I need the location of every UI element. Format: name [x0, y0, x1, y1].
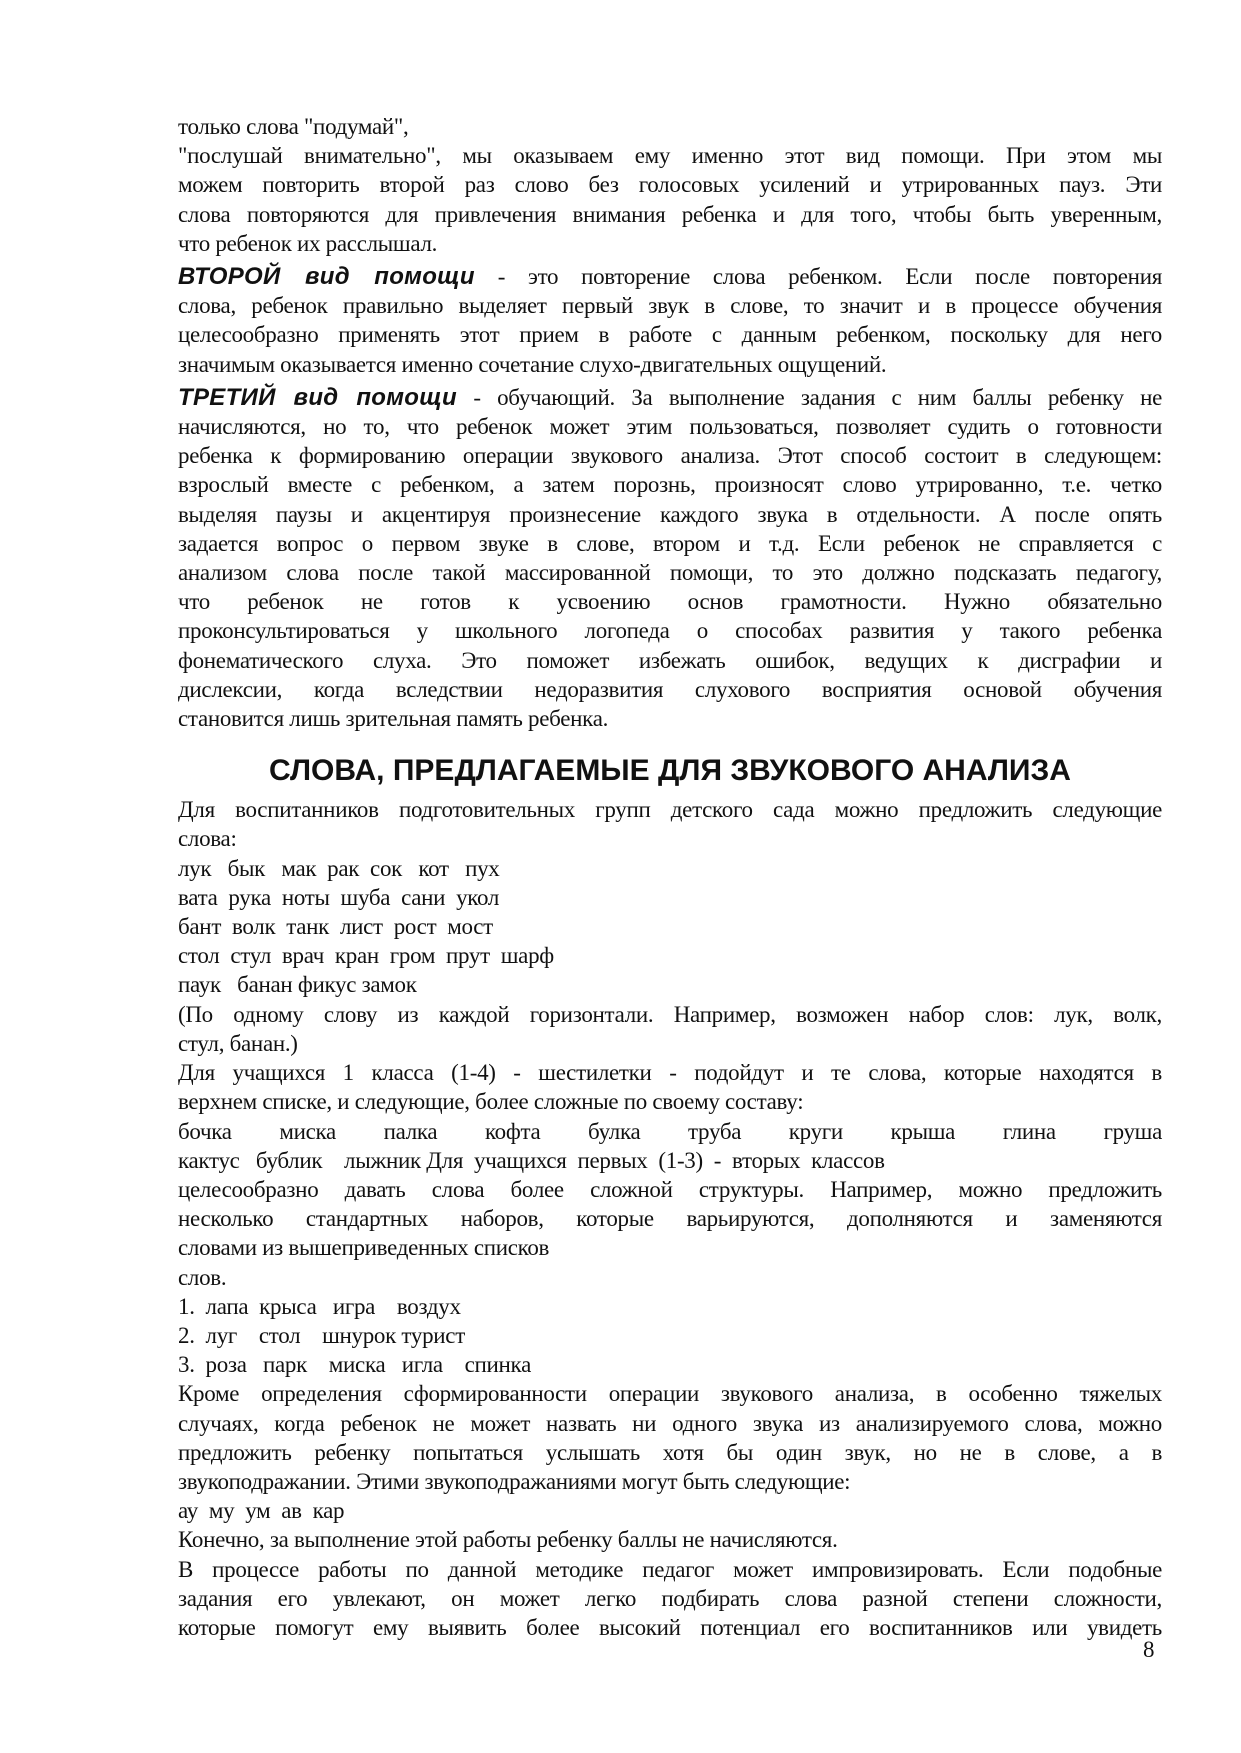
text-line: что ребенок их расслышал.	[178, 230, 438, 256]
text-line: фонематического слуха. Это поможет избежать ошибок, ведущих к дисграфии и	[178, 647, 1162, 673]
text-line: слова, ребенок правильно выделяет первый звук в слове, то значит и в процессе обучения	[178, 293, 1162, 319]
text-line: выделяя паузы и акцентируя произнесение каждого звука в отдельности. А после опять	[178, 501, 1162, 527]
text-line: становится лишь зрительная память ребенка.	[178, 706, 609, 732]
text-line: задания его увлекают, он может легко подбирать слова разной степени сложности,	[178, 1585, 1162, 1611]
text-line: - обучающий. За выполнение задания с ним баллы ребенку не	[456, 384, 1163, 410]
text-line: начисляются, но то, что ребенок может этим пользоваться, позволяет судить о готовности	[178, 414, 1162, 440]
text-line: (По одному слову из каждой горизонтали. Например, возможен набор слов: лук, волк,	[178, 1001, 1162, 1027]
text-line: целесообразно применять этот прием в работе с данным ребенком, поскольку для него	[178, 322, 1162, 348]
text-line: что ребенок не готов к усвоению основ грамотности. Нужно обязательно	[178, 589, 1162, 615]
paragraph-first-help	[178, 112, 1162, 258]
text-line: целесообразно давать слова более сложной структуры. Например, можно предложить	[178, 1176, 1162, 1202]
page-number: 8	[1143, 1637, 1155, 1662]
text-line: бочка миска палка кофта булка труба круги крыша глина груша	[178, 1118, 1162, 1144]
text-line: которые помогут ему выявить более высокий потенциал его воспитанников или увидеть	[178, 1614, 1162, 1640]
text-line: "послушай внимательно", мы оказываем ему именно этот вид помощи. При этом мы	[178, 143, 1162, 169]
text-line: стул, банан.)	[178, 1030, 298, 1056]
text-line: слов.	[178, 1264, 227, 1290]
text-line: только слова "подумай",	[178, 114, 409, 139]
text-line: 2. луг стол шнурок турист	[178, 1322, 465, 1348]
text-line: 3. роза парк миска игла спинка	[178, 1352, 531, 1378]
heading-second-help: ВТОРОЙ вид помощи	[178, 263, 475, 291]
text-line: Для воспитанников подготовительных групп детского сада можно предложить следующие	[178, 797, 1162, 823]
text-line: случаях, когда ребенок не может назвать ни одного звука из анализируемого слова, можно	[178, 1410, 1162, 1436]
text-line: 1. лапа крыса игра воздух	[178, 1293, 461, 1319]
text-line: взрослый вместе с ребенком, а затем порознь, произносят слово утрированно, т.е. четко	[178, 472, 1162, 498]
text-line: значимым оказывается именно сочетание слухо-двигательных ощущений.	[178, 351, 887, 377]
text-line: бант волк танк лист рост мост	[178, 914, 493, 940]
word-lists-section	[178, 795, 1162, 1642]
text-line: предложить ребенку попытаться услышать хотя бы один звук, но не в слове, а в	[178, 1439, 1162, 1465]
section-title: СЛОВА, ПРЕДЛАГАЕМЫЕ ДЛЯ ЗВУКОВОГО АНАЛИЗА	[269, 754, 1071, 788]
text-line: Конечно, за выполнение этой работы ребенку баллы не начисляются.	[178, 1527, 838, 1553]
text-line: Кроме определения сформированности операции звукового анализа, в особенно тяжелых	[178, 1381, 1162, 1407]
text-line: Для учащихся 1 класса (1-4) - шестилетки - подойдут и те слова, которые находятся в	[178, 1060, 1162, 1086]
text-line: кактус бублик лыжник Для учащихся первых (1-3) - вторых классов	[178, 1147, 885, 1173]
text-line: вата рука ноты шуба сани укол	[178, 884, 500, 910]
text-line: ребенка к формированию операции звукового анализа. Этот способ состоит в следующем:	[178, 443, 1162, 469]
text-line: задается вопрос о первом звуке в слове, втором и т.д. Если ребенок не справляется с	[178, 530, 1162, 556]
paragraph-second-help	[178, 262, 1162, 379]
text-line: паук банан фикус замок	[178, 972, 417, 998]
text-line: слова повторяются для привлечения внимания ребенка и для того, чтобы быть уверенным,	[178, 201, 1162, 227]
text-line: проконсультироваться у школьного логопеда о способах развития у такого ребенка	[178, 618, 1162, 644]
text-line: ау му ум ав кар	[178, 1498, 345, 1524]
text-line: лук бык мак рак сок кот пух	[178, 855, 500, 881]
text-line: звукоподражании. Этими звукоподражаниями могут быть следующие:	[178, 1468, 851, 1494]
text-line: верхнем списке, и следующие, более сложные по своему составу:	[178, 1089, 804, 1115]
paragraph-third-help	[178, 383, 1162, 733]
text-line: словами из вышеприведенных списков	[178, 1235, 550, 1261]
text-line: несколько стандартных наборов, которые варьируются, дополняются и заменяются	[178, 1206, 1162, 1232]
text-line: дислексии, когда вследствии недоразвития слухового восприятия основой обучения	[178, 676, 1162, 702]
text-line: стол стул врач кран гром прут шарф	[178, 943, 554, 969]
text-line: слова:	[178, 826, 237, 852]
text-line: можем повторить второй раз слово без голосовых усилений и утрированных пауз. Эти	[178, 172, 1162, 198]
text-line: - это повторение слова ребенком. Если после повторения	[474, 264, 1162, 290]
page-content	[178, 112, 1162, 1642]
text-line: анализом слова после такой массированной помощи, то это должно подсказать педагогу,	[178, 560, 1162, 586]
heading-third-help: ТРЕТИЙ вид помощи	[178, 383, 457, 411]
text-line: В процессе работы по данной методике педагог может импровизировать. Если подобные	[178, 1556, 1162, 1582]
